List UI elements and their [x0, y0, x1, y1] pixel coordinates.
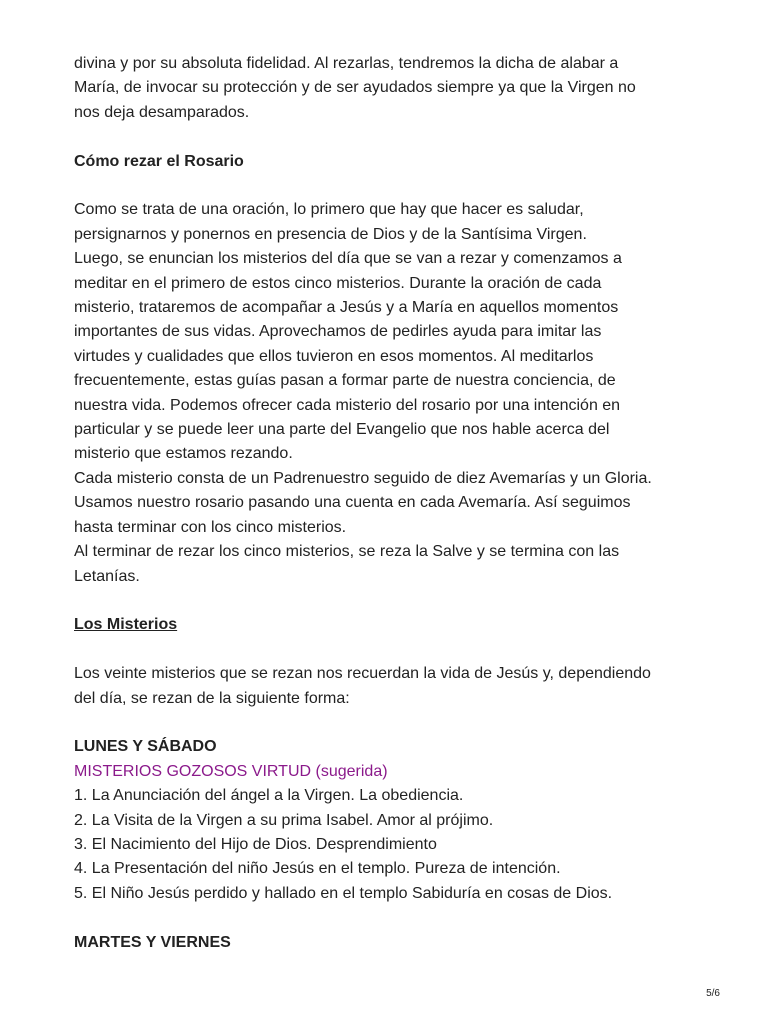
page-number: 5/6 — [706, 988, 720, 999]
paragraph-line: particular y se puede leer una parte del Evangelio que nos hable acerca del — [74, 421, 610, 439]
paragraph-line: misterio que estamos rezando. — [74, 445, 293, 463]
blank-line — [74, 174, 714, 198]
paragraph-line: Usamos nuestro rosario pasando una cuenta en cada Avemaría. Así seguimos — [74, 494, 631, 512]
paragraph-line: persignarnos y ponernos en presencia de Dios y de la Santísima Virgen. — [74, 225, 587, 243]
paragraph-line: hasta terminar con los cinco misterios. — [74, 518, 347, 536]
paragraph-line: Los veinte misterios que se rezan nos recuerdan la vida de Jesús y, dependiendo — [74, 665, 651, 683]
blank-line — [74, 589, 714, 613]
section-heading-los-misterios: Los Misterios — [74, 616, 178, 634]
mysteries-subheading: MISTERIOS GOZOSOS VIRTUD (sugerida) — [74, 762, 388, 780]
mystery-list-item: 4. La Presentación del niño Jesús en el templo. Pureza de intención. — [74, 860, 561, 878]
mystery-list-item: 5. El Niño Jesús perdido y hallado en el templo Sabiduría en cosas de Dios. — [74, 884, 613, 902]
blank-line — [74, 125, 714, 149]
section-heading-como-rezar: Cómo rezar el Rosario — [74, 152, 244, 170]
paragraph-line: Luego, se enuncian los misterios del día que se van a rezar y comenzamos a — [74, 250, 622, 268]
paragraph-line: nos deja desamparados. — [74, 103, 250, 121]
mystery-list-item: 3. El Nacimiento del Hijo de Dios. Desprendimiento — [74, 835, 437, 853]
document-body — [74, 52, 714, 955]
blank-line — [74, 906, 714, 930]
paragraph-line: Letanías. — [74, 567, 140, 585]
paragraph-line: Como se trata de una oración, lo primero que hay que hacer es saludar, — [74, 201, 584, 219]
mystery-list-item: 2. La Visita de la Virgen a su prima Isabel. Amor al prójimo. — [74, 811, 494, 829]
blank-line — [74, 711, 714, 735]
paragraph-line: Al terminar de rezar los cinco misterios, se reza la Salve y se termina con las — [74, 543, 620, 561]
paragraph-line: del día, se rezan de la siguiente forma: — [74, 689, 350, 707]
paragraph-line: María, de invocar su protección y de ser ayudados siempre ya que la Virgen no — [74, 79, 636, 97]
paragraph-line: virtudes y cualidades que ellos tuvieron en esos momentos. Al meditarlos — [74, 347, 594, 365]
paragraph-line: meditar en el primero de estos cinco misterios. Durante la oración de cada — [74, 274, 602, 292]
paragraph-line: Cada misterio consta de un Padrenuestro seguido de diez Avemarías y un Gloria. — [74, 469, 652, 487]
mystery-list-item: 1. La Anunciación del ángel a la Virgen. La obediencia. — [74, 787, 464, 805]
paragraph-line: misterio, trataremos de acompañar a Jesús y a María en aquellos momentos — [74, 299, 619, 317]
day-heading-lunes-sabado: LUNES Y SÁBADO — [74, 738, 217, 756]
blank-line — [74, 638, 714, 662]
paragraph-line: frecuentemente, estas guías pasan a formar parte de nuestra conciencia, de — [74, 372, 616, 390]
paragraph-line: nuestra vida. Podemos ofrecer cada misterio del rosario por una intención en — [74, 396, 621, 414]
day-heading-martes-viernes: MARTES Y VIERNES — [74, 933, 231, 951]
paragraph-line: divina y por su absoluta fidelidad. Al rezarlas, tendremos la dicha de alabar a — [74, 55, 619, 72]
paragraph-line: importantes de sus vidas. Aprovechamos de pedirles ayuda para imitar las — [74, 323, 602, 341]
